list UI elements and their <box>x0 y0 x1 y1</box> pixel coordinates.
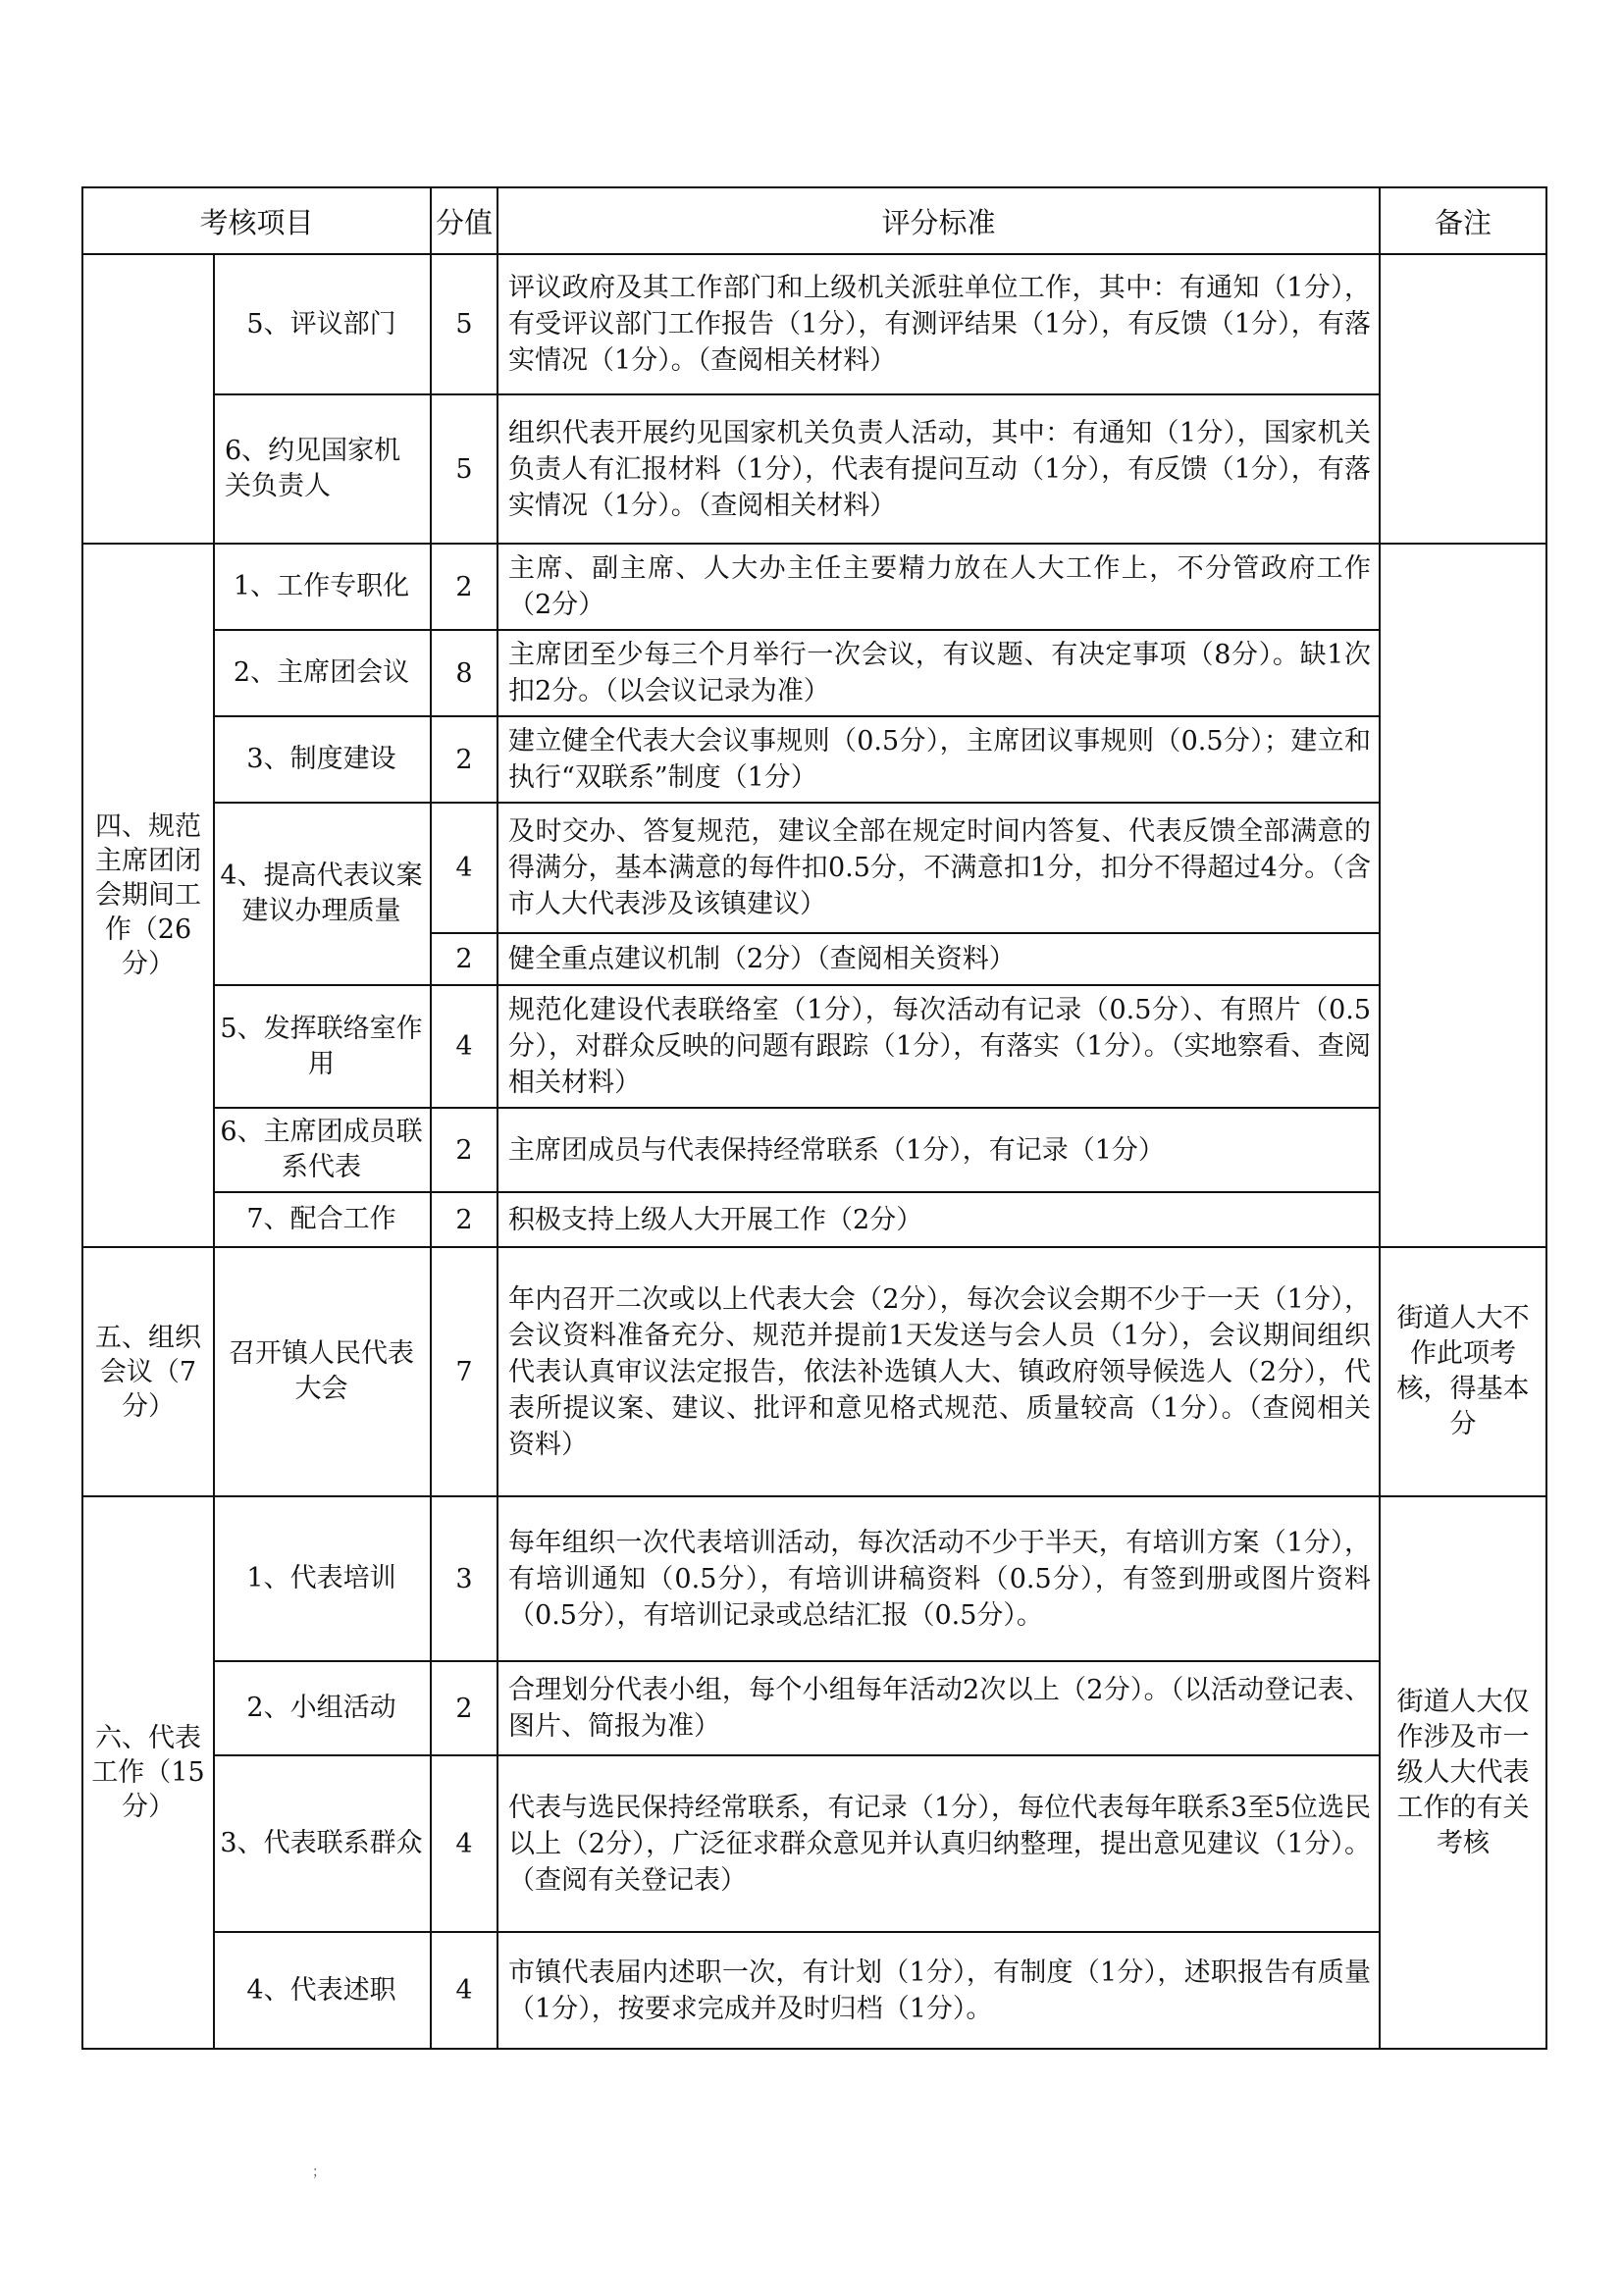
score-cell: 2 <box>431 544 497 630</box>
score-cell: 4 <box>431 803 497 933</box>
criteria-cell: 组织代表开展约见国家机关负责人活动，其中：有通知（1分），国家机关负责人有汇报材料（1分），代表有提问互动（1分），有反馈（1分），有落实情况（1分）。（查阅相关材料） <box>497 394 1380 544</box>
table-row <box>82 254 1546 394</box>
footer-mark: ； <box>312 2165 326 2180</box>
table-row <box>82 1661 1546 1755</box>
criteria-cell: 年内召开二次或以上代表大会（2分），每次会议会期不少于一天（1分），会议资料准备充分、规范并提前1天发送与会人员（1分），会议期间组织代表认真审议法定报告，依法补选镇人大、镇政府领导候选人（2分），代表所提议案、建议、批评和意见格式规范、质量较高（1分）。（查阅相关资料） <box>497 1247 1380 1496</box>
score-cell: 2 <box>431 1192 497 1247</box>
header-note: 备注 <box>1380 187 1546 254</box>
table-row <box>82 394 1546 544</box>
table-row <box>82 1496 1546 1661</box>
criteria-cell: 主席团至少每三个月举行一次会议，有议题、有决定事项（8分）。缺1次扣2分。（以会议记录为准） <box>497 630 1380 716</box>
category-cell: 六、代表工作（15分） <box>82 1496 214 2049</box>
table-row <box>82 1108 1546 1192</box>
item-cell: 6、约见国家机关负责人 <box>214 394 431 544</box>
table-row <box>82 985 1546 1108</box>
item-cell: 2、小组活动 <box>214 1661 431 1755</box>
item-cell: 1、代表培训 <box>214 1496 431 1661</box>
item-cell: 1、工作专职化 <box>214 544 431 630</box>
table-row <box>82 1247 1546 1496</box>
note-cell <box>1380 544 1546 1247</box>
header-score: 分值 <box>431 187 497 254</box>
table-row <box>82 1932 1546 2049</box>
table-row <box>82 544 1546 630</box>
score-cell: 8 <box>431 630 497 716</box>
item-cell: 3、代表联系群众 <box>214 1755 431 1932</box>
assessment-sheet <box>81 186 1545 2023</box>
criteria-cell: 及时交办、答复规范，建议全部在规定时间内答复、代表反馈全部满意的得满分，基本满意的每件扣0.5分，不满意扣1分，扣分不得超过4分。（含市人大代表涉及该镇建议） <box>497 803 1380 933</box>
note-cell <box>1380 254 1546 544</box>
header-item: 考核项目 <box>82 187 431 254</box>
item-cell: 召开镇人民代表大会 <box>214 1247 431 1496</box>
table-row <box>82 803 1546 933</box>
item-cell: 5、发挥联络室作用 <box>214 985 431 1108</box>
score-cell: 5 <box>431 394 497 544</box>
criteria-cell: 评议政府及其工作部门和上级机关派驻单位工作，其中：有通知（1分），有受评议部门工作报告（1分），有测评结果（1分），有反馈（1分），有落实情况（1分）。（查阅相关材料） <box>497 254 1380 394</box>
score-cell: 2 <box>431 1108 497 1192</box>
item-cell: 4、代表述职 <box>214 1932 431 2049</box>
header-criteria: 评分标准 <box>497 187 1380 254</box>
category-cell <box>82 254 214 544</box>
criteria-cell: 健全重点建议机制（2分）（查阅相关资料） <box>497 933 1380 985</box>
table-row <box>82 1192 1546 1247</box>
score-cell: 2 <box>431 933 497 985</box>
table-header-row <box>82 187 1546 254</box>
criteria-cell: 合理划分代表小组，每个小组每年活动2次以上（2分）。（以活动登记表、图片、简报为准） <box>497 1661 1380 1755</box>
table-row <box>82 1755 1546 1932</box>
item-cell: 3、制度建设 <box>214 716 431 803</box>
table-row <box>82 630 1546 716</box>
note-cell: 街道人大仅作涉及市一级人大代表工作的有关考核 <box>1380 1496 1546 2049</box>
criteria-cell: 市镇代表届内述职一次，有计划（1分），有制度（1分），述职报告有质量（1分），按要求完成并及时归档（1分）。 <box>497 1932 1380 2049</box>
score-cell: 3 <box>431 1496 497 1661</box>
item-cell: 2、主席团会议 <box>214 630 431 716</box>
category-cell: 五、组织会议（7分） <box>82 1247 214 1496</box>
assessment-table <box>81 186 1547 2050</box>
item-cell: 6、主席团成员联系代表 <box>214 1108 431 1192</box>
score-cell: 4 <box>431 1755 497 1932</box>
score-cell: 2 <box>431 1661 497 1755</box>
item-cell: 4、提高代表议案建议办理质量 <box>214 803 431 985</box>
criteria-cell: 主席团成员与代表保持经常联系（1分），有记录（1分） <box>497 1108 1380 1192</box>
item-cell: 5、评议部门 <box>214 254 431 394</box>
score-cell: 7 <box>431 1247 497 1496</box>
criteria-cell: 每年组织一次代表培训活动，每次活动不少于半天，有培训方案（1分），有培训通知（0.5分），有培训讲稿资料（0.5分），有签到册或图片资料（0.5分），有培训记录或总结汇报（0.5分）。 <box>497 1496 1380 1661</box>
item-cell: 7、配合工作 <box>214 1192 431 1247</box>
score-cell: 4 <box>431 985 497 1108</box>
criteria-cell: 主席、副主席、人大办主任主要精力放在人大工作上，不分管政府工作（2分） <box>497 544 1380 630</box>
score-cell: 5 <box>431 254 497 394</box>
category-cell: 四、规范主席团闭会期间工作（26分） <box>82 544 214 1247</box>
note-cell: 街道人大不作此项考核，得基本分 <box>1380 1247 1546 1496</box>
criteria-cell: 积极支持上级人大开展工作（2分） <box>497 1192 1380 1247</box>
criteria-cell: 规范化建设代表联络室（1分），每次活动有记录（0.5分）、有照片（0.5分），对群众反映的问题有跟踪（1分），有落实（1分）。（实地察看、查阅相关材料） <box>497 985 1380 1108</box>
score-cell: 2 <box>431 716 497 803</box>
table-row <box>82 716 1546 803</box>
score-cell: 4 <box>431 1932 497 2049</box>
criteria-cell: 代表与选民保持经常联系，有记录（1分），每位代表每年联系3至5位选民以上（2分），广泛征求群众意见并认真归纳整理，提出意见建议（1分）。（查阅有关登记表） <box>497 1755 1380 1932</box>
criteria-cell: 建立健全代表大会议事规则（0.5分），主席团议事规则（0.5分）；建立和执行“双联系”制度（1分） <box>497 716 1380 803</box>
